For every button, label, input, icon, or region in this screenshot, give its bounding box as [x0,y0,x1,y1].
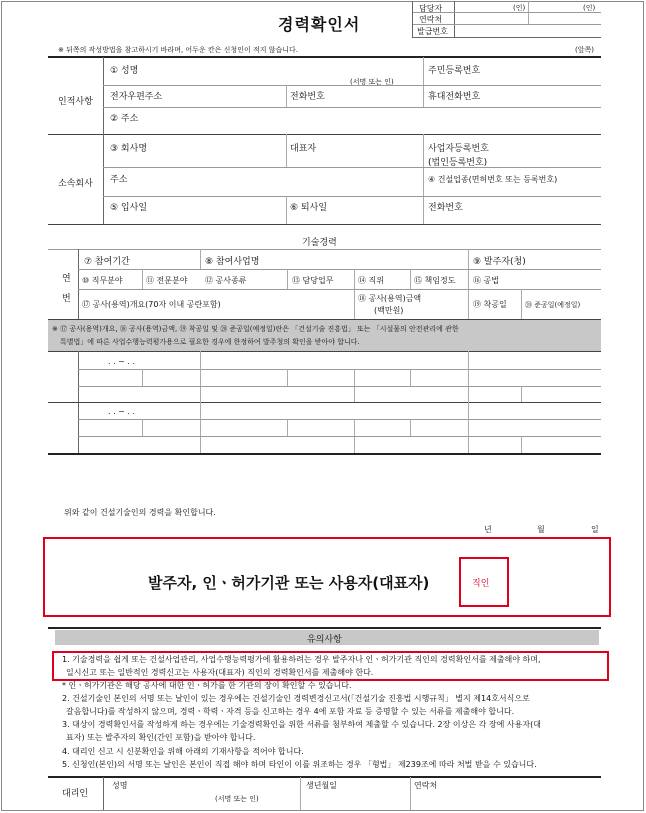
company-address-label: 주소 [110,175,128,185]
seal-text: 직인 [472,579,490,589]
section-company: 소속회사 [58,179,93,189]
agent-contact-label: 연락처 [414,781,438,790]
license-label: ④ 건설업종(면허번호 또는 등록번호) [428,175,558,184]
col-client: ⑨ 발주자(청) [473,257,526,267]
confirm-statement: 위와 같이 건설기술인의 경력을 확인합니다. [64,508,216,517]
agent-sign-note: (서명 또는 인) [215,795,259,803]
mobile-label: 휴대전화번호 [428,92,481,102]
signer-label: 발주자, 인ㆍ허가기관 또는 사용자(대표자) [148,574,430,592]
col-specialty: ⑪ 전문분야 [146,276,188,285]
receipt-box [412,1,601,38]
agent-birth-label: 생년월일 [306,781,337,790]
resident-no-label: 주민등록번호 [428,66,481,76]
date-month: 월 [537,525,545,534]
address-label: ② 주소 [110,114,139,124]
notes-title: 유의사항 [307,635,342,645]
company-name-label: ③ 회사명 [110,144,148,154]
instruction-note: ※ 뒤쪽의 작성방법을 참고하시기 바라며, 어두운 칸은 신청인이 적지 않습니다. [58,46,298,54]
career-note-line-2: 특별법」에 따른 사업수행능력평가용으로 필요한 경우에 한정하여 발주청의 확인을 받아야 합니다. [60,338,360,346]
leave-date-label: ⑥ 퇴사일 [290,203,328,213]
section-personal: 인적사항 [58,97,93,107]
section-career: 기술경력 [302,238,337,248]
email-label: 전자우편주소 [110,92,163,102]
col-position: ⑭ 직위 [358,276,384,285]
col-finish: ⑳ 준공일(예정일) [525,301,581,309]
note-item-1b: 일시신고 또는 일반적인 경력신고는 사용자(대표자) 직인의 경력확인서를 제출해야 한다. [66,668,374,677]
entry2-period: . . ~ . . [108,407,136,416]
receipt-label-contact: 연락처 [419,15,443,24]
ceo-label: 대표자 [290,144,317,154]
col-task: ⑬ 담당업무 [292,276,334,285]
date-day: 일 [591,525,599,534]
col-duty: ⑩ 직무분야 [82,276,123,285]
receipt-seal-mark-2: (인) [583,4,596,12]
note-item-5: 5. 신청인(본인)의 서명 또는 날인은 본인이 직접 해야 하며 타인이 이를 위조하는 경우 「형법」 제239조에 따라 처벌 받을 수 있습니다. [62,760,537,769]
biz-no-label: 사업자등록번호 [428,144,489,154]
col-work-type: ⑫ 공사종류 [205,276,247,285]
receipt-seal-mark: (인) [513,4,526,12]
name-label: ① 성명 [110,66,139,76]
notes-header [55,630,599,645]
receipt-label-manager: 담당자 [419,4,443,13]
note-item-2a: 2. 건설기술인 본인의 서명 또는 날인이 있는 경우에는 건설기술인 경력변경신고서(「건설기술 진흥법 시행규칙」 별지 제14호서식으로 [62,694,530,703]
career-note-line-1: ※ ⑰ 공사(용역)개요, ⑱ 공사(용역)금액, ⑲ 착공일 및 ⑳ 준공일(예정일)란은 「건설기술 진흥법」 또는 「시설물의 안전관리에 관한 [52,325,459,333]
note-item-3b: 표자) 또는 발주자의 확인(간인 포함)을 받아야 합니다. [66,733,256,742]
col-project: ⑧ 참여사업명 [205,257,260,267]
name-sign-note: (서명 또는 인) [350,78,394,86]
note-item-1c: * 인ㆍ허가기관은 해당 공사에 대한 인ㆍ허가를 한 기관의 장이 확인할 수 있습니다. [62,681,352,690]
company-phone-label: 전화번호 [428,203,463,213]
col-amount: ⑱ 공사(용역)금액 [358,294,422,303]
col-method: ⑯ 공법 [473,276,499,285]
phone-label: 전화번호 [290,92,325,102]
receipt-label-issue-no: 발급번호 [417,27,448,36]
page-side-label: (앞쪽) [575,46,594,54]
career-side-label-2: 번 [62,294,71,304]
agent-label: 대리인 [62,789,89,799]
date-year: 년 [484,525,492,534]
career-side-label-1: 연 [62,274,71,284]
note-item-4: 4. 대리인 신고 시 신분확인을 위해 아래의 기재사항을 적어야 합니다. [62,747,304,756]
note-item-1a: 1. 기술경력을 쉽게 또는 건설사업관리, 사업수행능력평가에 활용하려는 경우 발주자나 인ㆍ허가기관 직인의 경력확인서를 제출해야 하며, [62,655,541,664]
note-item-2b: 갈음합니다)를 작성하지 않으며, 경력ㆍ학력ㆍ자격 등을 신고하는 경우 4에 포함 자료 등 증명할 수 있는 서류를 제출해야 합니다. [66,707,515,716]
page-title: 경력확인서 [278,15,361,34]
col-period: ⑦ 참여기간 [84,257,130,267]
corp-no-label: (법인등록번호) [428,158,488,168]
career-gray-note [48,320,601,351]
agent-name-label: 성명 [112,781,128,790]
col-start: ⑲ 착공일 [473,300,507,309]
join-date-label: ⑤ 입사일 [110,203,148,213]
entry1-period: . . ~ . . [108,357,136,366]
col-overview: ⑰ 공사(용역)개요(70자 이내 공란포함) [82,300,221,309]
col-responsibility: ⑮ 책임정도 [414,276,456,285]
note-item-3a: 3. 대상이 경력확인서를 작성하게 하는 경우에는 기술경력확인을 위한 서류를 첨부하여 제출할 수 있습니다. 2장 이상은 각 장에 사용자(대 [62,720,541,729]
col-amount-unit: (백만원) [374,306,404,315]
